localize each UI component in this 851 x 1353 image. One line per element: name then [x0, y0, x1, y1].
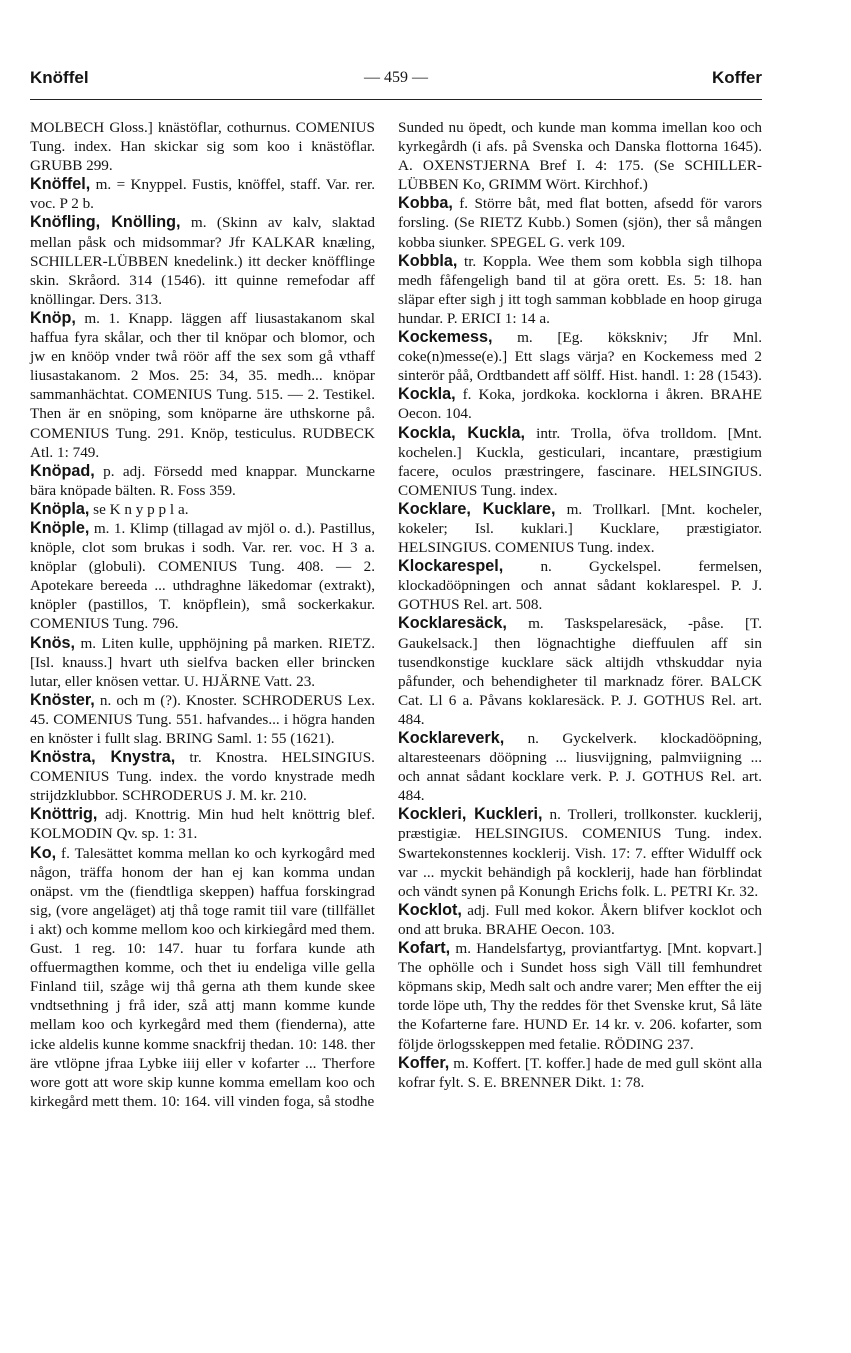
entry-headword: Kocklare, Kucklare,: [398, 499, 556, 518]
entry-grammar: m.: [492, 329, 533, 347]
entry-headword: Kocklareverk,: [398, 729, 505, 747]
entry-definition: [Eg. kökskniv; Jfr Mnl. coke(n)messe(e).] Ett slags värja? en Kockemess med 2 sinterör påå, Ordtbandett aff sölff. Hist. handl. 1: 28 (1543).: [398, 329, 762, 385]
entry-grammar: intr.: [524, 424, 561, 442]
entry-headword: Kobba,: [398, 194, 453, 213]
entry-definition: Trolla, öfva trolldom. [Mnt. kochelen.] Kuckla, gesticulari, incantare, præstigium facere, oculos præstringere, fascinare. HELSINGIUS. COMENIUS Tung. index.: [398, 424, 762, 499]
entry-definition: Talesättet komma mellan ko och kyrkogård med någon, träffa honom der han ej kan komma undan onäpst. vm the (fiendtliga skeppen) haffua forskingrad sig, (vore angeläget) atj thå toge ramit tiil vare (tillfället i akt) och komme mellom koo och kirkiegård med them. Gust. 1 reg. 10: 147. huar tu forfara kunde ath offuermagthen komme, och thet iu endeliga ville gella Finland tiil, szåge wij thå gerna ath them kunde skee vndtsethning j frå ider, szå attj mann komme kunde mellam koo och kyrkegård med them (fienderna), atte icke aldelis kunne komme snackfrij thedan. 10: 148. ther äre vtlöpne jfraa Lybke iiij eller v kofarter ... Therfore wore gott att wore skip kunne komma emellam koo och kirkegård mett them. 10: 164. vill vinden foga, så stodhe: [30, 844, 376, 1110]
entry-definition: (Skinn av kalv, slaktad mellan påsk och midsommar? Jfr KALKAR knæling, SCHILLER-LÜBBEN knedelink.) itt decker knöfflinge skin. Skråord. 314 (1546). itt quinne remefodar aff knöllingar. Ders. 313.: [30, 214, 375, 308]
entry-grammar: f.: [452, 195, 469, 213]
entry-grammar: n.: [503, 558, 552, 576]
dictionary-entry: [398, 614, 762, 729]
dictionary-entry: [30, 118, 375, 175]
entry-grammar: m.: [75, 309, 100, 327]
entry-definition: Knoster. SCHRODERUS Lex. 45. COMENIUS Tung. 551. hafvandes... i högra handen en knöster i fullt slag. BRING Saml. 1: 55 (1621).: [30, 691, 375, 747]
dictionary-entry: [30, 748, 375, 805]
entry-headword: Knöster,: [30, 690, 95, 709]
entry-grammar: tr.: [457, 252, 477, 270]
dictionary-entry: [30, 691, 375, 748]
header-rule: [30, 99, 762, 100]
entry-definition: 1. Knapp. läggen aff liusastakanom skal haffua fyra skålar, och ther til knöpar och blomor, och jw en knööp vnder twå röör aff the sex som gå vthaff liusastakanom. 2 Mos. 25: 34, 35. medh... knöpar sammanhächtat. COMENIUS Tung. 515. — 2. Testikel. Then är en snöping, som knöparne äre uthskorne på. COMENIUS Tung. 291. Knöp, testiculus. RUDBECK Atl. 1: 749.: [30, 309, 375, 461]
entry-headword: Knös,: [30, 633, 75, 652]
entry-definition: Handelsfartyg, proviantfartyg. [Mnt. kopvart.] The ophölle och i Sundet hoss sigh Väll till femhundret köpmans skip, Medh salt och andre varer; Men effter the eij torde löpe uth, Thy the reddes för thet Svenske krut, Så läte the Kofarterne fare. HUND Er. 14 kr. v. 206. kofarter, som följde örlogsskeppen med fetalie. RÖDING 237.: [398, 940, 762, 1053]
entry-grammar: m.: [555, 500, 583, 518]
entry-headword: Knöstra, Knystra,: [30, 748, 176, 767]
dictionary-entry: [398, 729, 762, 805]
dictionary-entry: [30, 213, 375, 308]
entry-headword: Knöttrig,: [30, 805, 98, 824]
entry-grammar: adj.: [97, 806, 128, 824]
entry-definition: Koka, jordkoka. kocklorna i åkren. BRAHE Oecon. 104.: [398, 386, 762, 423]
left-column: [30, 118, 375, 1111]
entry-definition: Gyckelverk. klockadööpning, altaresteenars dööpning ... liusvijgning, palmviigning ... och annat sådant kocklare verk. P. J. GOTHUS Rel. art. 484.: [398, 730, 763, 805]
dictionary-entry: [398, 194, 762, 251]
dictionary-entry: [398, 805, 762, 900]
entry-headword: Koffer,: [398, 1053, 450, 1072]
entry-grammar: se: [89, 500, 106, 518]
entry-grammar: adj.: [461, 901, 490, 919]
entry-grammar: m.: [506, 615, 544, 633]
dictionary-entry: [30, 309, 375, 462]
entry-definition: Gyckelspel. fermelsen, klockadööpningen och annat sådant koklarespel. P. J. GOTHUS Rel. art. 508.: [398, 558, 763, 614]
dictionary-entry: [398, 557, 762, 614]
entry-grammar: tr.: [175, 749, 202, 767]
entry-headword: Knöp,: [30, 308, 76, 327]
entry-headword: Kobbla,: [398, 251, 458, 270]
entry-definition: K n y p p l a.: [105, 500, 189, 518]
entry-grammar: n.: [504, 730, 539, 747]
entry-headword: Knöple,: [30, 518, 90, 537]
entry-headword: Knöffel,: [30, 175, 91, 194]
entry-headword: Knöpad,: [30, 461, 95, 480]
entry-definition: Koffert. [T. koffer.] hade de med gull skönt alla kofrar fylt. S. E. BRENNER Dikt. 1: 78.: [398, 1054, 762, 1091]
entry-headword: Kockleri, Kuckleri,: [398, 805, 543, 824]
dictionary-entry: [30, 500, 375, 519]
dictionary-entry: [398, 939, 762, 1054]
dictionary-entry: [398, 901, 762, 939]
entry-definition: Trolleri, trollkonster. kucklerij, præstigiæ. HELSINGIUS. COMENIUS Tung. index. Swartekonstennes kocklerij. Vish. 17: 7. effter Widulff ock var ... myckit behändigh på kocklerij, hade han förblindat och vändt synen på Konungh Erichs folk. L. PETRI Kr. 32.: [398, 806, 762, 900]
entry-headword: Knöpla,: [30, 499, 90, 518]
dictionary-entry: [30, 634, 375, 691]
entry-definition: Taskspelaresäck, -påse. [T. Gaukelsack.] then lögnachtighe dieffuulen aff sin tusendkonstige kucklare säck altijdh vthskuddar nyia påfunder, och behendigheter til marknadz förer. BALCK Cat. Ll 6 a. Påvans koklaresäck. P. J. GOTHUS Rel. art. 484.: [398, 615, 762, 728]
entry-grammar: f.: [56, 844, 70, 862]
entry-definition: Trollkarl. [Mnt. kocheler, kokeler; Isl. kuklari.] Kucklare, præstigiator. HELSINGIUS. COMENIUS Tung. index.: [398, 500, 762, 557]
entry-headword: Kockla, Kuckla,: [398, 423, 525, 442]
dictionary-entry: [398, 252, 762, 328]
dictionary-entry: [398, 118, 762, 194]
entry-definition: Försedd med knappar. Munckarne bära knöpade bälten. R. Foss 359.: [30, 462, 375, 499]
entry-headword: Kockla,: [398, 385, 456, 404]
entry-definition: MOLBECH Gloss.] knästöflar, cothurnus. COMENIUS Tung. index. Han skickar sig som koo i knästöflar. GRUBB 299.: [30, 119, 375, 175]
dictionary-entry: [398, 385, 762, 423]
entry-grammar: n.: [542, 806, 561, 824]
header-first-word: Knöffel: [30, 68, 89, 87]
entry-definition: Liten kulle, upphöjning på marken. RIETZ. [Isl. knauss.] hvart uth sielfva backen eller brincken lutar, eller knösen vettar. U. HJÄRNE Vatt. 23.: [30, 634, 375, 690]
dictionary-entry: [30, 805, 375, 843]
entry-headword: Kockemess,: [398, 328, 493, 347]
header-last-word: Koffer: [711, 68, 762, 87]
dictionary-entry: [398, 1054, 762, 1092]
entry-definition: Full med kokor. Åkern blifver kocklot och ond att bruka. BRAHE Oecon. 103.: [398, 901, 762, 938]
entry-headword: Knöfling, Knölling,: [30, 213, 181, 232]
entry-grammar: n. och m (?).: [94, 691, 181, 709]
dictionary-entry: [30, 175, 375, 213]
entry-grammar: m.: [89, 519, 110, 537]
entry-definition: = Knyppel. Fustis, knöffel, staff. Var. rer. voc. P 2 b.: [30, 176, 375, 213]
right-column: [398, 118, 762, 1092]
entry-definition: Koppla. Wee them som kobbla sigh tilhopa medh fåfengeligh band til at göra orett. Es. 5: 18. han släpar efter sigh j itt togh samman kobblade en hoop giruga hundar. P. ERICI 1: 14 a.: [398, 252, 762, 327]
entry-definition: Större båt, med flat botten, afsedd för varors forsling. (Se RIETZ Kubb.) Somen (sjön), ther så mången kobba siunker. SPEGEL G. verk 109.: [398, 195, 762, 251]
entry-headword: Ko,: [30, 843, 57, 862]
entry-grammar: m.: [90, 176, 112, 194]
entry-headword: Klockarespel,: [398, 557, 504, 576]
dictionary-entry: [398, 328, 762, 385]
page-header: [30, 68, 762, 94]
entry-grammar: m.: [450, 940, 472, 958]
dictionary-entry: [398, 424, 762, 500]
entry-grammar: p. adj.: [94, 462, 146, 480]
entry-definition: Knostra. HELSINGIUS. COMENIUS Tung. index. the vordo knystrade medh strijdzklubbor. SCHRODERUS J. M. kr. 210.: [30, 749, 375, 805]
entry-grammar: m.: [74, 634, 97, 652]
entry-headword: Kocklaresäck,: [398, 614, 507, 633]
entry-headword: Kofart,: [398, 939, 451, 958]
entry-definition: Knottrig. Min hud helt knöttrig blef. KOLMODIN Qv. sp. 1: 31.: [30, 806, 375, 843]
entry-headword: Kocklot,: [398, 900, 462, 919]
entry-grammar: m.: [180, 214, 207, 232]
entry-grammar: f.: [455, 386, 472, 404]
dictionary-entry: [398, 500, 762, 557]
dictionary-entry: [30, 519, 375, 634]
page-number: — 459 —: [364, 69, 428, 86]
entry-definition: 1. Klimp (tillagad av mjöl o. d.). Pastillus, knöple, clot som brukas i sodh. Var. rer. voc. H 3 a. knöplar (globuli). COMENIUS Tung. 408. — 2. Apotekare bereeda ... uthdraghne läkedomar (extrakt), knöpler (pastillos, T. knöpflein), små sockerkakur. COMENIUS Tung. 796.: [30, 519, 375, 633]
entry-grammar: m.: [449, 1054, 469, 1072]
dictionary-entry: [30, 844, 375, 1111]
dictionary-entry: [30, 462, 375, 500]
entry-definition: Sunded nu öpedt, och kunde man komma imellan koo och kyrkegårdh (i afs. på Svenska och Danska flottorna 1645). A. OXENSTJERNA Bref I. 4: 175. (Se SCHILLER-LÜBBEN Ko, GRIMM Wört. Kirchhof.): [398, 119, 762, 194]
